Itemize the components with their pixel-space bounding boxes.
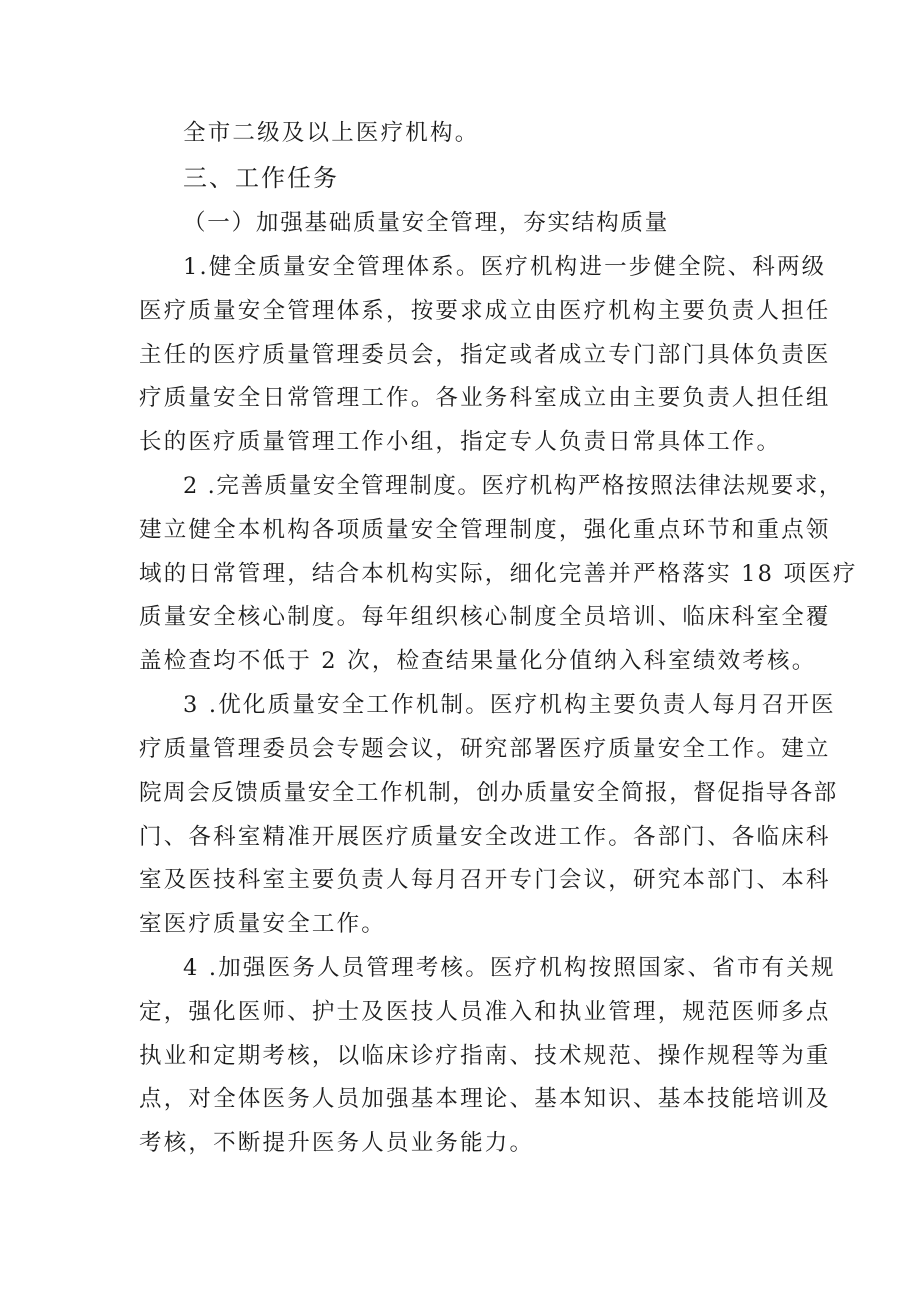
para4-line-4: 点，对全体医务人员加强基本理论、基本知识、基本技能培训及: [139, 1086, 831, 1112]
section-heading: 三、工作任务: [183, 164, 339, 192]
para3-line-1: 3 .优化质量安全工作机制。医疗机构主要负责人每月召开医: [183, 692, 836, 718]
para3-line-6: 室医疗质量安全工作。: [139, 911, 387, 937]
para1-line-1: 1.健全质量安全管理体系。医疗机构进一步健全院、科两级: [183, 254, 827, 280]
para2-line-4: 质量安全核心制度。每年组织核心制度全员培训、临床科室全覆: [139, 604, 831, 630]
para2-line-3: 域的日常管理，结合本机构实际，细化完善并严格落实 18 项医疗: [139, 561, 858, 587]
intro-tail-text: 全市二级及以上医疗机构。: [183, 120, 480, 146]
subsection-heading: （一）加强基础质量安全管理，夯实结构质量: [183, 210, 670, 236]
para4-line-3: 执业和定期考核，以临床诊疗指南、技术规范、操作规程等为重: [139, 1043, 831, 1069]
para3-line-3: 院周会反馈质量安全工作机制，创办质量安全简报，督促指导各部: [139, 780, 838, 806]
para2-line-5: 盖检查均不低于 2 次，检查结果量化分值纳入科室绩效考核。: [139, 648, 817, 674]
para1-line-3: 主任的医疗质量管理委员会，指定或者成立专门部门具体负责医: [139, 342, 831, 368]
para2-line-1: 2 .完善质量安全管理制度。医疗机构严格按照法律法规要求，: [183, 473, 844, 499]
para3-line-5: 室及医技科室主要负责人每月召开专门会议，研究本部门、本科: [139, 867, 831, 893]
para3-line-2: 疗质量管理委员会专题会议，研究部署医疗质量安全工作。建立: [139, 736, 831, 762]
para1-line-5: 长的医疗质量管理工作小组，指定专人负责日常具体工作。: [139, 429, 782, 455]
para1-line-2: 医疗质量安全管理体系，按要求成立由医疗机构主要负责人担任: [139, 298, 831, 324]
para4-line-1: 4 .加强医务人员管理考核。医疗机构按照国家、省市有关规: [183, 955, 836, 981]
para1-line-4: 疗质量安全日常管理工作。各业务科室成立由主要负责人担任组: [139, 385, 831, 411]
para3-line-4: 门、各科室精准开展医疗质量安全改进工作。各部门、各临床科: [139, 824, 831, 850]
para2-line-2: 建立健全本机构各项质量安全管理制度，强化重点环节和重点领: [139, 517, 831, 543]
para4-line-2: 定，强化医师、护士及医技人员准入和执业管理，规范医师多点: [139, 999, 831, 1025]
para4-line-5: 考核，不断提升医务人员业务能力。: [139, 1130, 535, 1156]
